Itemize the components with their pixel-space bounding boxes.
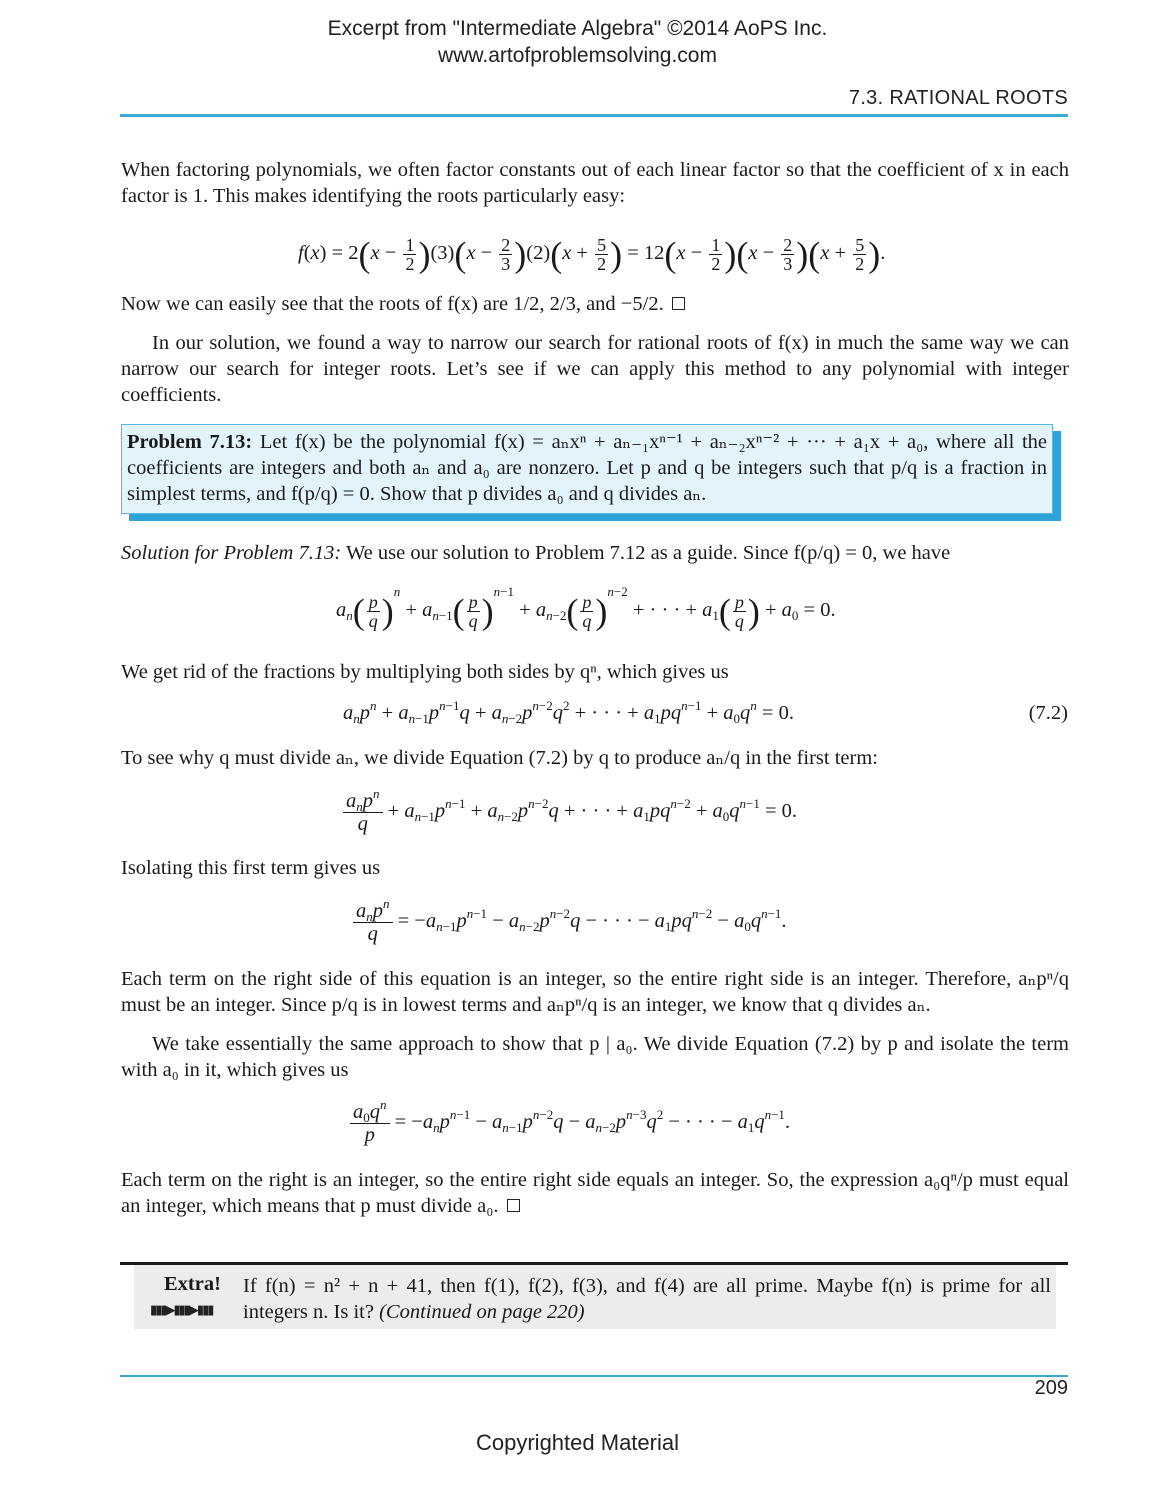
intro-paragraph (121, 157, 1069, 209)
each-term-paragraph-2 (121, 1167, 1069, 1219)
solution-intro (121, 540, 1069, 566)
divided-equation: $a_np^n$ q + $a_{n-1}p^{n-1} + a_{n-2}p^{n-2}q$ + · · · + $a_1pq^{n-2} + a_0q^{n-1} = 0$. (343, 790, 797, 835)
extra-text-body: If f(n) = n² + n + 41, then f(1), f(2), f(3), and f(4) are all prime. Maybe f(n) is prime for all integers n. Is it? (243, 1275, 1051, 1323)
excerpt-title: Excerpt from "Intermediate Algebra" ©2014 AoPS Inc. (327, 17, 828, 40)
footer-rule (120, 1375, 1068, 1377)
equation-7-2: $a_np^n + a_{n-1}p^{n-1}q + a_{n-2}p^{n-2}q^2$ + · · · + $a_1pq^{n-1} + a_0q^n = 0$. (343, 698, 794, 726)
narrow-search-paragraph (121, 330, 1069, 408)
solution-label: Solution for Problem 7.13: (121, 542, 342, 564)
copyright-notice: Copyrighted Material (476, 1430, 679, 1455)
divide-q-text: To see why q must divide aₙ, we divide Equation (7.2) by q to produce aₙ/q in the first term: (121, 747, 878, 769)
section-title: 7.3. RATIONAL ROOTS (848, 87, 1068, 109)
narrow-search-text: In our solution, we found a way to narrow our search for rational roots of f(x) in much the same way we can narrow our search for integer roots. Let’s see if we can apply this method to any polynomial with integer coefficients. (121, 332, 1069, 406)
multiply-sentence (121, 659, 1069, 685)
isolated-equation: $a_np^n$ q = $-a_{n-1}p^{n-1} - a_{n-2}p^{n-2}q$ − · · · − $a_1pq^{n-2} - a_0q^{n-1}$. (353, 900, 787, 945)
excerpt-header (0, 15, 1155, 69)
problem-text: Let f(x) be the polynomial f(x) = aₙxⁿ + aₙ₋₁xⁿ⁻¹ + aₙ₋₂xⁿ⁻² + ··· + a₁x + a₀, where all the coefficients are integers and both aₙ and a₀ are nonzero. Let p and q be integers such that p/q is a fraction in simplest terms, and f(p/q) = 0. Show that p divides a₀ and q divides aₙ. (127, 431, 1047, 505)
each-term-paragraph-1 (121, 966, 1069, 1018)
extra-label: Extra! (164, 1273, 221, 1295)
a0-equation: $\frac{a_0q^n}{p}$ = $-a_np^{n-1} - a_{n-1}p^{n-2}q - a_{n-2}p^{n-3}q^2$ − · · · − $a_1q^{n-1}$. (350, 1101, 790, 1146)
extra-text (243, 1273, 1051, 1325)
each-term-text-1: Each term on the right side of this equation is an integer, so the entire right side is an integer. Therefore, aₙpⁿ/q must be an integer. Since p/q is in lowest terms and aₙpⁿ/q is an integer, we know that q divides aₙ. (121, 968, 1069, 1016)
problem-statement (127, 429, 1047, 507)
page-number: 209 (1034, 1377, 1068, 1399)
each-term-text-2: Each term on the right is an integer, so the entire right side equals an integer. So, the expression a₀qⁿ/p must equal an integer, which means that p must divide a₀. (121, 1169, 1069, 1217)
roots-sentence-text: Now we can easily see that the roots of f(x) are 1/2, 2/3, and −5/2. (121, 293, 664, 315)
same-approach-paragraph (121, 1031, 1069, 1083)
substitution-equation: $a_n$( $\frac{p}{q}$ )$^n + a_{n-1}$( $\frac{p}{q}$ )$^{n-1} + a_{n-2}$( $\frac{p}{q}$ )$^{n-2}$ + · · · + $a_1$( $\frac{p}{q}$ ) + $a_0 = 0$. (336, 584, 836, 632)
intro-paragraph-text: When factoring polynomials, we often factor constants out of each linear factor so that the coefficient of x in each factor is 1. This makes identifying the roots particularly easy: (121, 159, 1069, 207)
isolating-sentence (121, 855, 1069, 881)
header-rule (120, 114, 1068, 117)
equation-number: (7.2) (1028, 702, 1068, 724)
factored-equation: f(x) = 2(x − $\frac{1}{2}$ )(3)(x − $\frac{2}{3}$ )(2)(x + $\frac{5}{2}$ ) = 12(x − $\frac{1}{2}$ )(x − $\frac{2}{3}$ )(x + $\frac{5}{2}$ ). (298, 234, 886, 275)
extra-continued: (Continued on page 220) (379, 1301, 585, 1323)
isolating-text: Isolating this first term gives us (121, 857, 381, 879)
qed-icon (507, 1199, 520, 1212)
problem-label: Problem 7.13: (127, 431, 253, 453)
same-approach-text: We take essentially the same approach to show that p | a₀. We divide Equation (7.2) by p and isolate the term with a₀ in it, which gives us (121, 1033, 1069, 1081)
arrow-decoration-icon: ▮▮▮▶▮▮▮▶▮▮▮ (150, 1302, 213, 1317)
excerpt-url: www.artofproblemsolving.com (438, 44, 717, 67)
multiply-sentence-text: We get rid of the fractions by multiplying both sides by qⁿ, which gives us (121, 661, 729, 683)
roots-sentence (121, 291, 1069, 317)
solution-intro-text: We use our solution to Problem 7.12 as a guide. Since f(p/q) = 0, we have (345, 542, 951, 564)
divide-q-sentence (121, 745, 1069, 771)
qed-icon (672, 297, 685, 310)
